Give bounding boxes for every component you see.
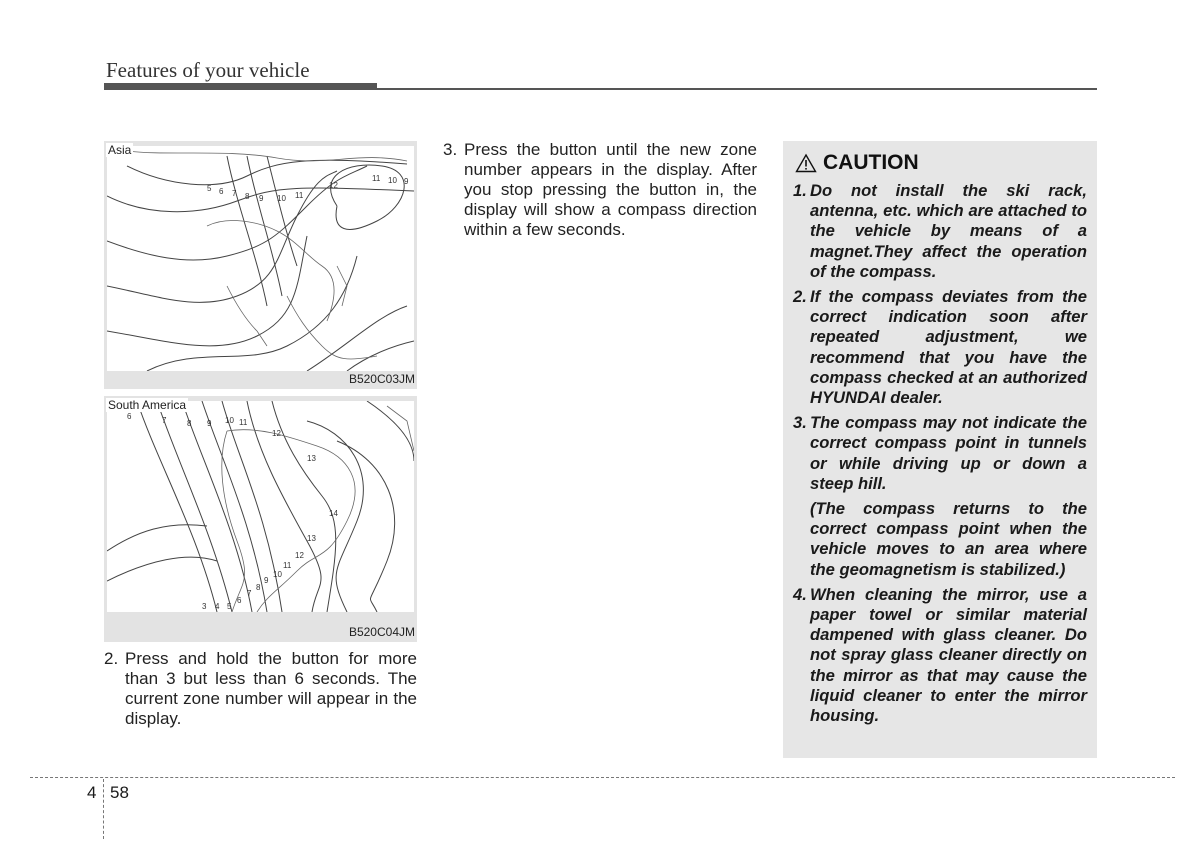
caution-list bbox=[793, 181, 1087, 731]
asia-zone-label: 6 bbox=[219, 187, 224, 196]
caution-item-text: The compass may not indicate the correct compass point in tunnels or while driving up or down a steep hill. bbox=[810, 413, 1087, 493]
caution-item bbox=[793, 287, 1087, 408]
asia-zone-label: 11 bbox=[295, 191, 304, 200]
asia-zone-label: 7 bbox=[232, 189, 237, 198]
footer-rule bbox=[30, 777, 1175, 778]
asia-map-frame bbox=[107, 146, 414, 371]
asia-zone-label: 10 bbox=[277, 194, 286, 203]
sa-zone-label: 10 bbox=[273, 570, 282, 579]
caution-box bbox=[783, 141, 1097, 758]
south-america-map-code: B520C04JM bbox=[348, 625, 415, 639]
caution-item bbox=[793, 413, 1087, 494]
caution-item-number: 1. bbox=[793, 181, 807, 200]
sa-zone-label: 11 bbox=[239, 418, 248, 427]
caution-item-text: When cleaning the mirror, use a paper towel or similar material dampened with glass cleaner. Do not spray glass cleaner directly on the mirror as that may cause the liquid cleaner to enter the mirror housing. bbox=[810, 584, 1087, 726]
sa-zone-label: 4 bbox=[215, 602, 220, 611]
caution-item-text: Do not install the ski rack, antenna, etc. which are attached to the vehicle by means of a magnet.They affect the operation of the compass. bbox=[810, 181, 1087, 281]
sa-zone-label: 8 bbox=[256, 583, 261, 592]
step-3-text: Press the button until the new zone number appears in the display. After you stop pressing the button in, the display will show a compass direction within a few seconds. bbox=[464, 140, 757, 239]
sa-zone-label: 12 bbox=[295, 551, 304, 560]
asia-map-drawing bbox=[107, 146, 414, 371]
asia-map-code: B520C03JM bbox=[348, 372, 415, 386]
step-2-text: Press and hold the button for more than 3 but less than 6 seconds. The current zone number will appear in the display. bbox=[125, 649, 417, 728]
sa-zone-label: 7 bbox=[247, 589, 252, 598]
sa-zone-label: 11 bbox=[283, 561, 292, 570]
asia-zone-label: 10 bbox=[388, 176, 397, 185]
asia-zone-label: 12 bbox=[329, 181, 338, 190]
south-america-map-label: South America bbox=[108, 398, 187, 412]
asia-zone-label: 9 bbox=[259, 194, 264, 203]
caution-item-number: 4. bbox=[793, 584, 807, 604]
caution-item bbox=[793, 181, 1087, 282]
sa-zone-label: 12 bbox=[272, 429, 281, 438]
south-america-map-frame bbox=[107, 401, 414, 612]
caution-item-number: 2. bbox=[793, 287, 807, 307]
header-rule bbox=[104, 88, 1097, 90]
step-2-instruction bbox=[104, 649, 417, 729]
sa-zone-label: 14 bbox=[329, 509, 338, 518]
sa-zone-label: 3 bbox=[202, 602, 207, 611]
asia-zone-label: 5 bbox=[207, 184, 212, 193]
south-america-zone-map bbox=[104, 396, 417, 642]
page-header-title: Features of your vehicle bbox=[106, 58, 310, 82]
sa-zone-label: 13 bbox=[307, 534, 316, 543]
step-2-number: 2. bbox=[104, 649, 119, 668]
asia-zone-map bbox=[104, 141, 417, 389]
step-3-number: 3. bbox=[443, 140, 458, 159]
footer-divider bbox=[103, 779, 104, 839]
warning-triangle-icon bbox=[795, 153, 817, 173]
caution-item bbox=[793, 585, 1087, 726]
sa-zone-label: 10 bbox=[225, 416, 234, 425]
caution-item-text: If the compass deviates from the correct indication soon after repeated adjustment, we recommend that you have the compass checked at an authorized HYUNDAI dealer. bbox=[810, 287, 1087, 408]
asia-zone-label: 9 bbox=[404, 177, 409, 186]
asia-map-label: Asia bbox=[108, 143, 132, 157]
asia-zone-label: 8 bbox=[245, 192, 250, 201]
sa-zone-label: 5 bbox=[227, 602, 232, 611]
caution-title: CAUTION bbox=[823, 151, 919, 174]
section-number: 4 bbox=[87, 783, 97, 802]
south-america-map-drawing bbox=[107, 401, 414, 612]
caution-item-number: 3. bbox=[793, 413, 807, 433]
page-number: 58 bbox=[110, 783, 129, 802]
sa-zone-label: 13 bbox=[307, 454, 316, 463]
sa-zone-label: 6 bbox=[127, 412, 132, 421]
caution-item-note: (The compass returns to the correct compass point when the vehicle moves to an area where the geomagnetism is stabilized.) bbox=[810, 499, 1087, 579]
step-3-instruction bbox=[443, 140, 757, 240]
sa-zone-label: 9 bbox=[207, 419, 212, 428]
asia-zone-label: 11 bbox=[372, 174, 381, 183]
sa-zone-label: 9 bbox=[264, 576, 269, 585]
sa-zone-label: 7 bbox=[162, 416, 167, 425]
sa-zone-label: 6 bbox=[237, 596, 242, 605]
sa-zone-label: 8 bbox=[187, 419, 192, 428]
caution-heading bbox=[795, 151, 919, 175]
